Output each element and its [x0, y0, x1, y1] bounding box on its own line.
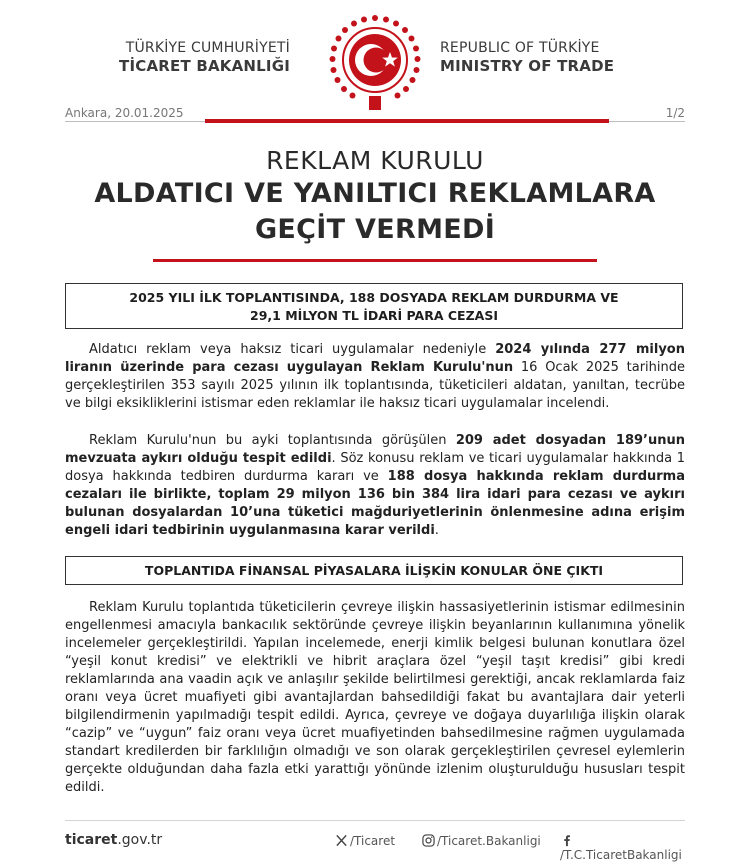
website-name-bold: ticaret [65, 832, 118, 848]
divider-red-accent [205, 119, 609, 123]
letterhead [0, 0, 750, 110]
instagram-logo-icon [422, 834, 435, 847]
star-crescent-seal-icon [323, 12, 427, 116]
paragraph-1 [65, 341, 685, 413]
p2-text-c: . Söz konusu reklam ve ticari uygulamalar hakkında 1 dosya hakkında tedbiren durdurma kararı ve [65, 451, 685, 484]
x-social-link[interactable] [335, 834, 395, 848]
paragraph-3 [65, 599, 685, 797]
letterhead-right [440, 40, 614, 75]
instagram-handle: /Ticaret.Bakanligi [437, 834, 541, 848]
website-link[interactable] [65, 832, 162, 848]
org-name-en-line2: MINISTRY OF TRADE [440, 57, 615, 75]
page-number: 1/2 [665, 106, 685, 120]
x-handle: /Ticaret [350, 834, 396, 848]
org-name-tr-line2: TİCARET BAKANLIĞI [119, 57, 290, 75]
paragraph-2 [65, 432, 685, 540]
headline-box-1 [65, 283, 683, 329]
facebook-logo-icon [560, 834, 573, 847]
org-name-tr-line1: TÜRKİYE CUMHURİYETİ [125, 40, 290, 56]
website-domain: .gov.tr [117, 832, 163, 848]
p2-text-e: . [434, 523, 439, 538]
org-name-en-line1: REPUBLIC OF TÜRKİYE [440, 40, 600, 56]
p1-text-bold: 2024 yılında 277 milyon liranın üzerinde para cezası uygulayan Reklam Kurulu'nun [65, 342, 685, 375]
headline-box-2 [65, 556, 683, 585]
facebook-social-link[interactable] [560, 834, 685, 862]
p3-text: Reklam Kurulu toplantıda tüketicilerin çevreye ilişkin hassasiyetlerinin istismar edilmesinin engellenmesi amacıyla bankacılık sektöründe çevreye ilişkin beyanlarının kullanımına yönelik incelemeler gerçekleştirildi. Yapılan incelemede, enerji kimlik belgesi bulunan konutlara özel “yeşil konut kredisi” ve elektrikli ve hibrit araçlara özel “yeşil taşıt kredisi” gibi kredi reklamlarında ana vaadin açık ve anlaşılır şekilde belirtilmesi gerektiği, ancak reklamlarda faiz oranı veya ücret muafiyeti gibi avantajlardan bahsedildiği fakat bu avantajlara dair yeterli bilgilendirmenin yapılmadığı tespit edildi. Ayrıca, çevreye ve doğaya duyarlılığa ilişkin olarak “cazip” ve “uygun” faiz oranı veya ücret muafiyetinden bahsedilmesine rağmen uygulamada standart kredilerden bir farklılığın olmadığı ve son olarak gerçekleştirilen çevresel eylemlerin gerçekte olduğundan daha fazla etki yarattığı yönünde izlenim oluşturulduğu hususları tespit edildi. [65, 600, 685, 795]
facebook-handle: /T.C.TicaretBakanligi [560, 848, 682, 862]
title-underline [153, 259, 597, 262]
page-title [40, 176, 710, 248]
p1-text-c: 16 Ocak 2025 tarihinde gerçekleştirilen 353 sayılı 2025 yılının ilk toplantısında, tüketicileri aldatan, yanıltan, tecrübe ve bilgi eksikliklerini istismar eden reklamlar ile haksız ticari uygulamalar incelendi. [65, 360, 685, 411]
divider-grey-left [65, 121, 205, 122]
p2-text-bold-2: 188 dosya hakkında reklam durdurma cezaları ile birlikte, toplam 29 milyon 136 bin 384 lira idari para cezası ve aykırı bulunan dosyalardan 10’una tüketici mağduriyetlerinin önlenmesine adına erişim engeli idari tedbirinin uygulanmasına karar verildi [65, 469, 686, 538]
x-logo-icon [335, 834, 348, 847]
p1-text-a: Aldatıcı reklam veya haksız ticari uygulamalar nedeniyle [89, 342, 496, 357]
headline-box-2-text: TOPLANTIDA FİNANSAL PİYASALARA İLİŞKİN KONULAR ÖNE ÇIKTI [144, 563, 604, 578]
footer [65, 832, 685, 862]
p2-text-a: Reklam Kurulu'nun bu ayki toplantısında görüşülen [89, 433, 456, 448]
headline-box-1-line2: 29,1 MİLYON TL İDARİ PARA CEZASI [250, 308, 498, 323]
p2-text-bold-1: 209 adet dosyadan 189’unun mevzuata aykırı olduğu tespit edildi [65, 433, 685, 466]
page-title-line1: ALDATICI VE YANILTICI REKLAMLARA [94, 178, 656, 209]
divider-grey-right [609, 121, 685, 122]
instagram-social-link[interactable] [422, 834, 541, 848]
footer-divider [65, 820, 685, 821]
document-date: Ankara, 20.01.2025 [65, 106, 184, 120]
headline-box-1-line1: 2025 YILI İLK TOPLANTISINDA, 188 DOSYADA REKLAM DURDURMA VE [129, 290, 619, 305]
title-kicker: REKLAM KURULU [266, 146, 484, 175]
page-title-line2: GEÇİT VERMEDİ [254, 214, 496, 245]
letterhead-left [119, 40, 290, 75]
